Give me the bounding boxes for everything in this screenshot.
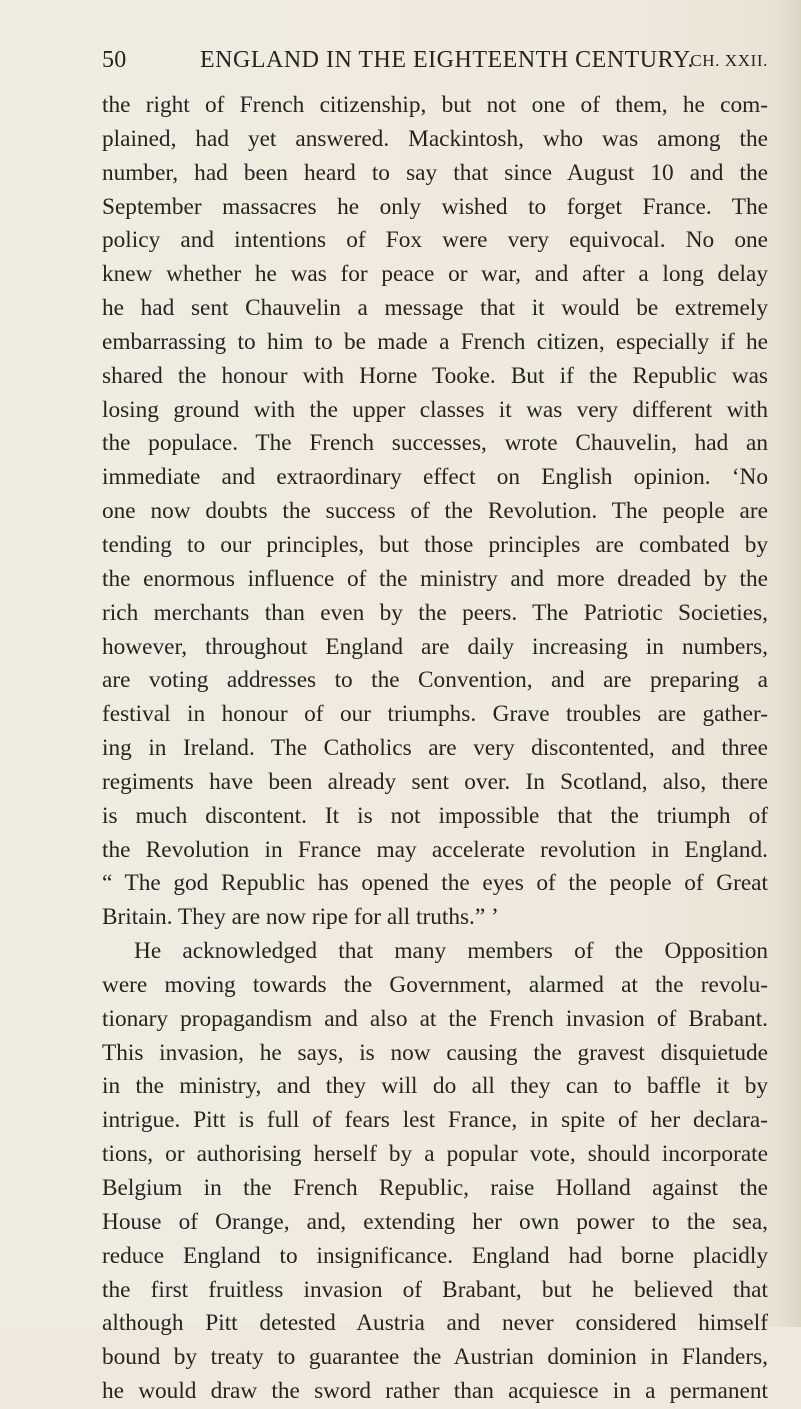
text-line: losing ground with the upper classes it was very different with xyxy=(102,396,768,423)
text-line: tionary propagandism and also at the French invasion of Brabant. xyxy=(102,1005,768,1032)
text-line: the enormous influence of the ministry and more dreaded by the xyxy=(102,565,768,592)
text-line: ing in Ireland. The Catholics are very discontented, and three xyxy=(102,735,768,762)
text-line: embarrassing to him to be made a French citizen, especially if he xyxy=(102,328,768,355)
text-line: tions, or authorising herself by a popular vote, should incorporate xyxy=(102,1141,768,1168)
text-line: He acknowledged that many members of the Opposition xyxy=(134,938,768,965)
body-text xyxy=(102,89,768,1409)
text-line: Britain. They are now ripe for all truths.” ’ xyxy=(102,904,499,931)
text-line: number, had been heard to say that since August 10 and the xyxy=(102,159,768,186)
text-line: although Pitt detested Austria and never considered himself xyxy=(102,1310,768,1337)
text-line: This invasion, he says, is now causing the gravest disquietude xyxy=(102,1039,768,1066)
text-line: rich merchants than even by the peers. The Patriotic Societies, xyxy=(102,599,768,626)
text-line: the first fruitless invasion of Brabant, but he believed that xyxy=(102,1276,768,1303)
text-line: he had sent Chauvelin a message that it would be extremely xyxy=(102,295,768,322)
text-line: the right of French citizenship, but not one of them, he com- xyxy=(102,92,768,118)
text-line: knew whether he was for peace or war, and after a long delay xyxy=(102,261,768,288)
text-line: policy and intentions of Fox were very equivocal. No one xyxy=(102,227,768,254)
text-line: “ The god Republic has opened the eyes of the people of Great xyxy=(102,870,768,897)
text-line: one now doubts the success of the Revolution. The people are xyxy=(102,498,768,525)
text-line: shared the honour with Horne Tooke. But if the Republic was xyxy=(102,362,768,389)
text-line: plained, had yet answered. Mackintosh, who was among the xyxy=(102,125,768,152)
text-line: September massacres he only wished to forget France. The xyxy=(102,193,768,220)
text-line: immediate and extraordinary effect on English opinion. ‘No xyxy=(102,464,768,491)
text-line: in the ministry, and they will do all they can to baffle it by xyxy=(102,1073,768,1100)
text-line: are voting addresses to the Convention, and are preparing a xyxy=(102,667,768,694)
text-line: regiments have been already sent over. In Scotland, also, there xyxy=(102,768,768,795)
text-line: however, throughout England are daily increasing in numbers, xyxy=(102,633,768,660)
text-line: reduce England to insignificance. England had borne placidly xyxy=(102,1242,768,1269)
text-line: intrigue. Pitt is full of fears lest France, in spite of her declara- xyxy=(102,1107,768,1134)
page-number: 50 xyxy=(102,47,127,73)
text-line: he would draw the sword rather than acquiesce in a permanent xyxy=(102,1378,768,1405)
running-title: ENGLAND IN THE EIGHTEENTH CENTURY. xyxy=(200,47,695,73)
text-line: bound by treaty to guarantee the Austrian dominion in Flanders, xyxy=(102,1344,768,1371)
text-line: tending to our principles, but those principles are combated by xyxy=(102,531,768,558)
text-line: Belgium in the French Republic, raise Holland against the xyxy=(102,1175,768,1201)
running-head xyxy=(102,47,768,77)
text-line: the Revolution in France may accelerate revolution in England. xyxy=(102,836,768,863)
text-line: were moving towards the Government, alarmed at the revolu- xyxy=(102,971,768,998)
text-line: festival in honour of our triumphs. Grave troubles are gather- xyxy=(102,701,768,728)
text-line: is much discontent. It is not impossible that the triumph of xyxy=(102,802,768,829)
chapter-label: CH. XXII. xyxy=(690,51,768,70)
text-line: the populace. The French successes, wrote Chauvelin, had an xyxy=(102,430,768,457)
text-line: House of Orange, and, extending her own power to the sea, xyxy=(102,1208,768,1235)
